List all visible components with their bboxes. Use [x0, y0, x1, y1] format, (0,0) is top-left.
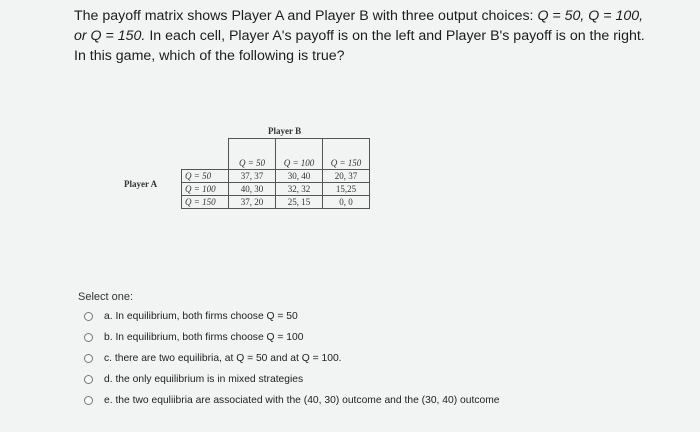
payoff-cell: 32, 32 — [276, 183, 323, 196]
payoff-cell: 20, 37 — [323, 170, 370, 183]
payoff-cell: 30, 40 — [276, 170, 323, 183]
row-header: Q = 150 — [182, 196, 229, 209]
row-header: Q = 50 — [182, 170, 229, 183]
question-quantities-2: or Q = 150. — [74, 28, 146, 44]
radio-icon[interactable] — [84, 396, 93, 405]
payoff-header-row — [182, 139, 370, 170]
answer-option-d[interactable] — [84, 369, 500, 390]
col-header: Q = 50 — [229, 139, 276, 170]
answer-option-label: e. the two equliibria are associated with the (40, 30) outcome and the (30, 40) outcome — [104, 395, 500, 406]
answer-option-label: d. the only equilibrium is in mixed strategies — [104, 374, 304, 385]
answer-option-b[interactable] — [84, 327, 500, 348]
payoff-cell: 15,25 — [323, 183, 370, 196]
payoff-cell: 37, 37 — [229, 170, 276, 183]
row-header: Q = 100 — [182, 183, 229, 196]
radio-icon[interactable] — [84, 312, 93, 321]
col-header: Q = 150 — [323, 139, 370, 170]
question-quantities-1: Q = 50, Q = 100, — [537, 8, 644, 24]
radio-icon[interactable] — [84, 375, 93, 384]
question-line-1: The payoff matrix shows Player A and Player B with three output choices: — [74, 8, 538, 24]
player-b-label: Player B — [268, 126, 302, 136]
col-header: Q = 100 — [276, 139, 323, 170]
answer-option-e[interactable] — [84, 390, 500, 411]
answer-option-label: a. In equilibrium, both firms choose Q = 50 — [104, 311, 298, 322]
payoff-row — [182, 183, 370, 196]
payoff-row — [182, 196, 370, 209]
payoff-table — [181, 138, 370, 209]
answer-option-c[interactable] — [84, 348, 500, 369]
payoff-cell: 40, 30 — [229, 183, 276, 196]
payoff-cell: 0, 0 — [323, 196, 370, 209]
payoff-cell: 37, 20 — [229, 196, 276, 209]
question-line-2: In each cell, Player A's payoff is on the left and Player B's payoff is on the right. — [145, 28, 645, 44]
answer-option-a[interactable] — [84, 306, 500, 327]
question-text — [74, 6, 684, 66]
player-a-label: Player A — [124, 179, 158, 189]
radio-icon[interactable] — [84, 354, 93, 363]
payoff-corner — [182, 139, 229, 170]
payoff-cell: 25, 15 — [276, 196, 323, 209]
answer-options — [84, 306, 500, 411]
answer-option-label: c. there are two equilibria, at Q = 50 and at Q = 100. — [104, 353, 342, 364]
answer-option-label: b. In equilibrium, both firms choose Q = 100 — [104, 332, 304, 343]
payoff-row — [182, 170, 370, 183]
radio-icon[interactable] — [84, 333, 93, 342]
select-one-label: Select one: — [78, 291, 134, 303]
question-line-3: In this game, which of the following is true? — [74, 48, 345, 64]
payoff-matrix-figure — [120, 122, 390, 222]
